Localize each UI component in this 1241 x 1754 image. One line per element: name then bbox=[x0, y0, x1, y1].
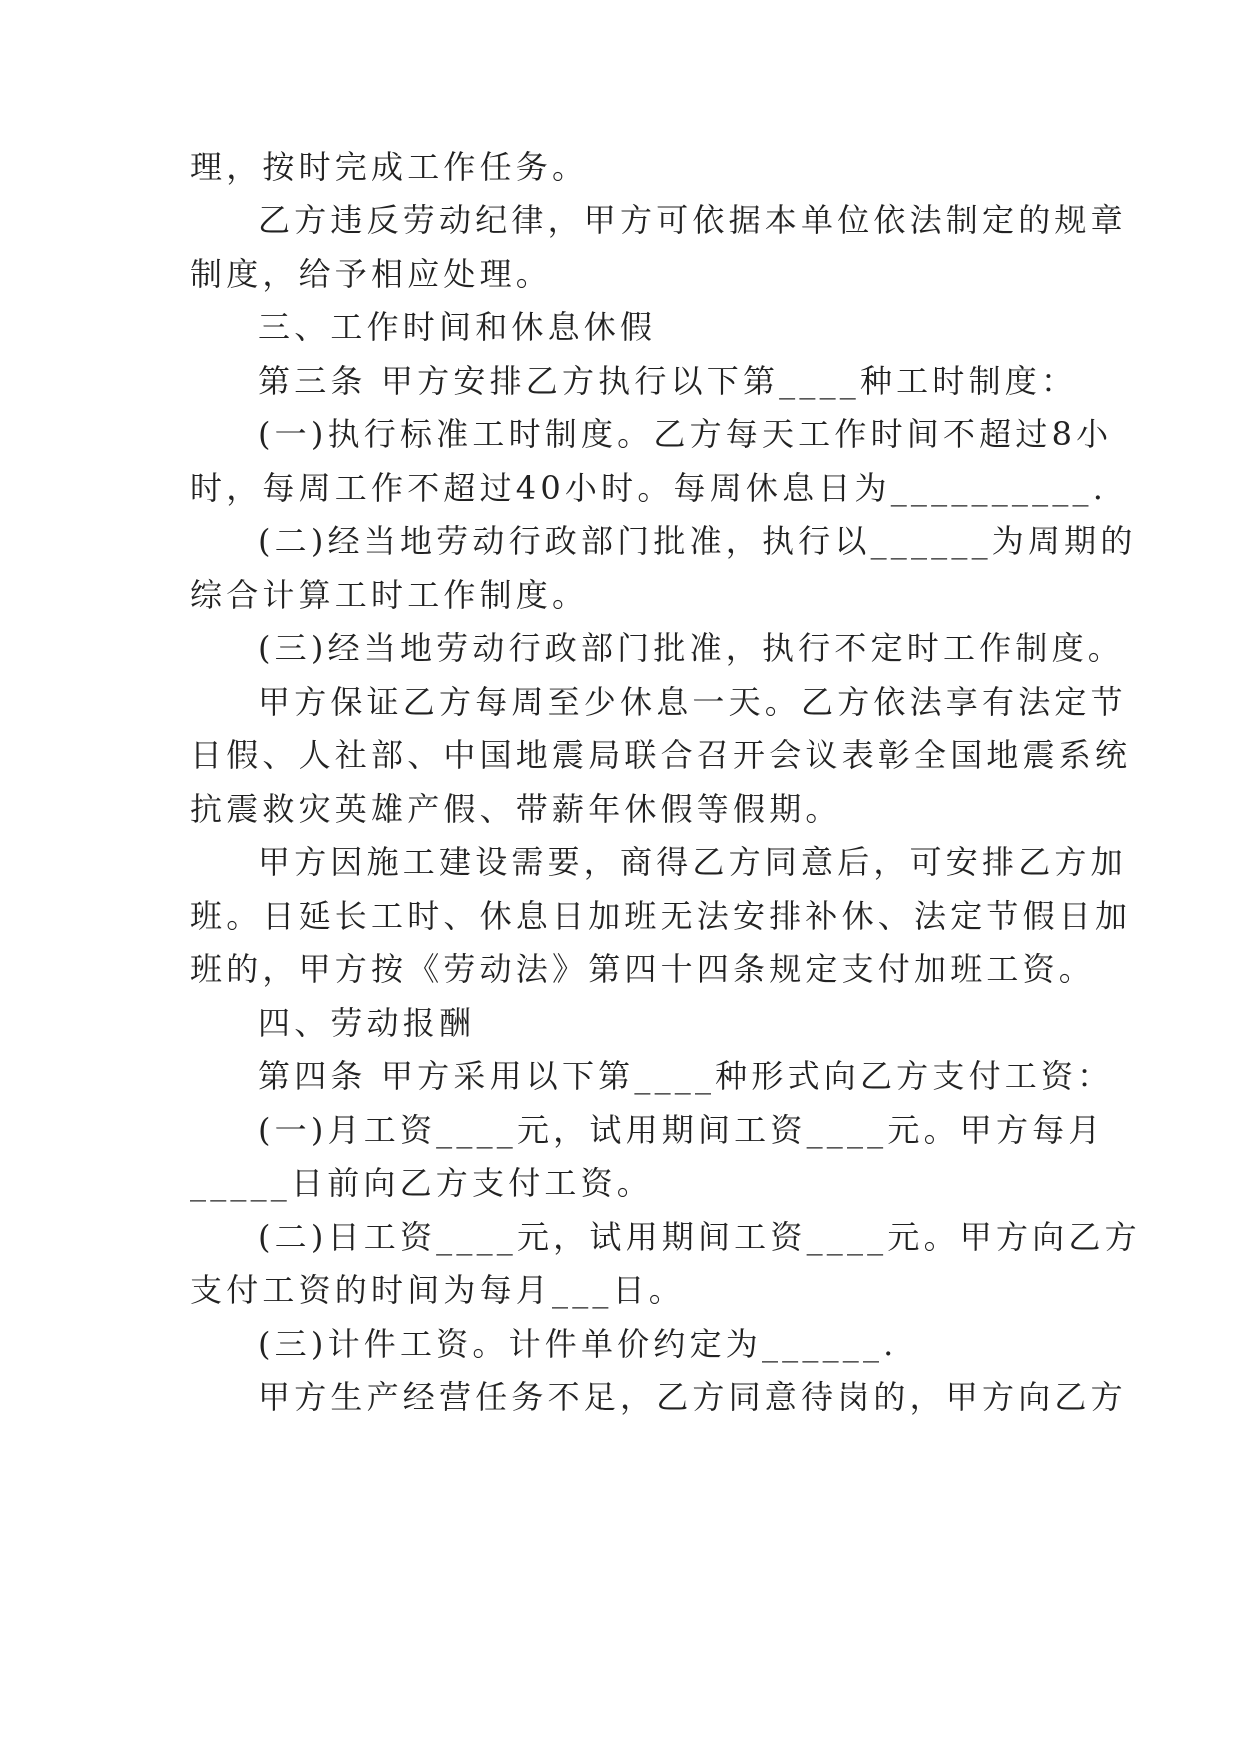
text-line: 第四条 甲方采用以下第____种形式向乙方支付工资： bbox=[258, 1057, 1114, 1095]
text-line: 支付工资的时间为每月___日。 bbox=[190, 1271, 686, 1309]
text-line: 班的，甲方按《劳动法》第四十四条规定支付加班工资。 bbox=[190, 950, 1096, 988]
text-line: _____日前向乙方支付工资。 bbox=[190, 1164, 654, 1202]
text-line: 日假、人社部、中国地震局联合召开会议表彰全国地震系统 bbox=[190, 736, 1132, 774]
text-line: (一)月工资____元，试用期间工资____元。甲方每月 bbox=[258, 1111, 1105, 1149]
text-line: (三)计件工资。计件单价约定为______. bbox=[258, 1325, 898, 1363]
text-line: 甲方生产经营任务不足，乙方同意待岗的，甲方向乙方 bbox=[258, 1378, 1127, 1416]
text-line: 乙方违反劳动纪律，甲方可依据本单位依法制定的规章 bbox=[258, 201, 1127, 239]
text-line: 时，每周工作不超过40小时。每周休息日为__________. bbox=[190, 469, 1108, 507]
section-heading: 四、劳动报酬 bbox=[258, 1004, 476, 1042]
text-line: 综合计算工时工作制度。 bbox=[190, 576, 589, 614]
text-line: 理，按时完成工作任务。 bbox=[190, 148, 589, 186]
text-line: (一)执行标准工时制度。乙方每天工作时间不超过8小 bbox=[258, 415, 1113, 453]
text-line: 第三条 甲方安排乙方执行以下第____种工时制度： bbox=[258, 362, 1078, 400]
text-line: 甲方保证乙方每周至少休息一天。乙方依法享有法定节 bbox=[258, 683, 1127, 721]
text-line: (三)经当地劳动行政部门批准，执行不定时工作制度。 bbox=[258, 629, 1124, 667]
text-line: 班。日延长工时、休息日加班无法安排补休、法定节假日加 bbox=[190, 897, 1132, 935]
text-line: 甲方因施工建设需要，商得乙方同意后，可安排乙方加 bbox=[258, 843, 1127, 881]
text-line: (二)经当地劳动行政部门批准，执行以______为周期的 bbox=[258, 522, 1137, 560]
text-line: 抗震救灾英雄产假、带薪年休假等假期。 bbox=[190, 790, 842, 828]
text-line: 制度，给予相应处理。 bbox=[190, 255, 553, 293]
section-heading: 三、工作时间和休息休假 bbox=[258, 308, 657, 346]
text-line: (二)日工资____元，试用期间工资____元。甲方向乙方 bbox=[258, 1218, 1141, 1256]
